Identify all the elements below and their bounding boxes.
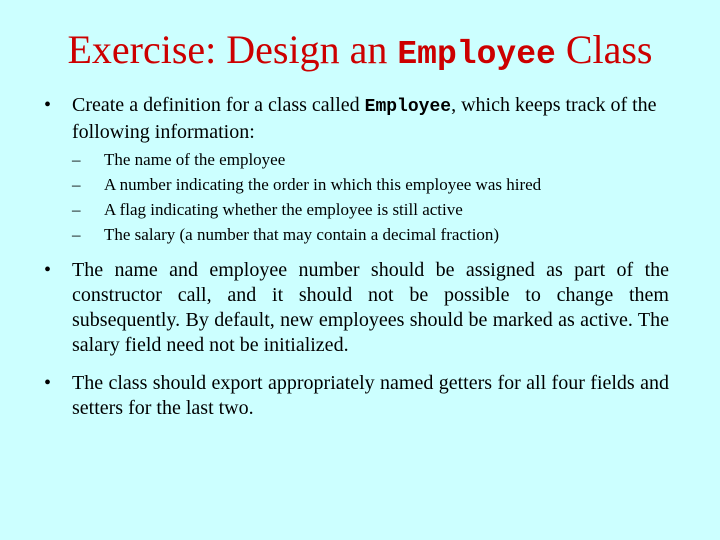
bullet-3: [44, 371, 669, 421]
sub-item: [72, 172, 672, 197]
info-sublist: [72, 147, 672, 247]
title-suffix: Class: [555, 27, 653, 72]
sub-item: [72, 147, 672, 172]
title-prefix: Exercise: Design an: [67, 27, 398, 72]
bullet-1-before: Create a definition for a class called: [72, 94, 365, 116]
dash-marker: –: [72, 225, 81, 244]
dash-marker: –: [72, 200, 81, 219]
bullet-1-text: [72, 93, 669, 145]
bullet-marker: •: [44, 94, 52, 116]
dash-marker: –: [72, 175, 81, 194]
sub-item-text: The name of the employee: [104, 150, 286, 169]
title-class-name: Employee: [397, 36, 556, 73]
sub-item: [72, 222, 672, 247]
bullet-1: [44, 93, 669, 145]
sub-item-text: A number indicating the order in which this employee was hired: [104, 175, 542, 194]
dash-marker: –: [72, 150, 81, 169]
bullet-2: [44, 258, 669, 358]
bullet-1-after: , which keeps track of the following information:: [72, 94, 657, 143]
sub-item-text: The salary (a number that may contain a decimal fraction): [104, 225, 500, 244]
sub-item-text: A flag indicating whether the employee is still active: [104, 200, 463, 219]
slide-title: [0, 26, 720, 79]
bullet-marker: •: [44, 372, 52, 394]
bullet-2-text: The name and employee number should be assigned as part of the constructor call, and it should not be possible to change them subsequently. By default, new employees should be marked as active. The salary field need not be initialized.: [72, 259, 669, 356]
bullet-1-class-name: Employee: [364, 97, 452, 117]
bullet-marker: •: [44, 259, 52, 281]
sub-item: [72, 197, 672, 222]
bullet-3-text: The class should export appropriately named getters for all four fields and setters for the last two.: [72, 372, 669, 419]
